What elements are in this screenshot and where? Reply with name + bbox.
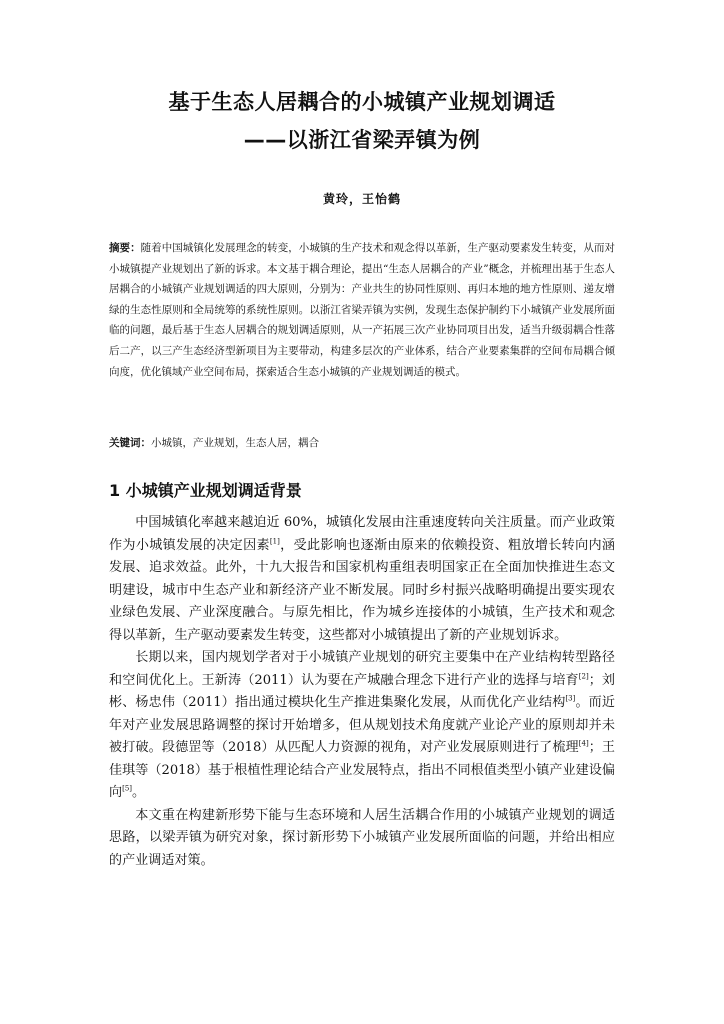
abstract-label: 摘要： — [109, 242, 141, 254]
keywords-text: 小城镇，产业规划，生态人居，耦合 — [151, 437, 319, 449]
citation-5[interactable]: [5] — [122, 784, 133, 793]
paragraph-2-text-c: 。而近年对产业发展思路调整的探讨开始增多，但从规划技术角度就产业论产业的原则却并未被打破。段德罡等（2018）从匹配人力资源的视角，对产业发展原则进行了梳理 — [109, 695, 615, 755]
authors: 黄玲，王怡鹤 — [322, 192, 401, 206]
citation-1[interactable]: [1] — [269, 537, 280, 546]
paper-title: 基于生态人居耦合的小城镇产业规划调适 — [168, 90, 556, 114]
paragraph-3: 本文重在构建新形势下能与生态环境和人居生活耦合作用的小城镇产业规划的调适思路，以梁弄镇为研究对象，探讨新形势下小城镇产业发展所面临的问题，并给出相应的产业调适对策。 — [109, 807, 615, 868]
paragraph-2-text-d: ；王佳琪等（2018）基于根植性理论结合产业发展特点，指出不同根值类型小镇产业建设偏向 — [109, 740, 616, 800]
abstract-text: 随着中国城镇化发展理念的转变，小城镇的生产技术和观念得以革新，生产驱动要素发生转变，从而对小城镇提产业规划出了新的诉求。本文基于耦合理论，提出“生态人居耦合的产业”概念，并梳理出基于生态人居耦合的小城镇产业规划调适的四大原则，分别为：产业共生的协同性原则、再归本地的地方性原则、递友增绿的生态性原则和全局统筹的系统性原则。以浙江省梁弄镇为实例，发现生态保护制约下小城镇产业发展所面临的问题，最后基于生态人居耦合的规划调适原则，从一产拓展三次产业协同项目出发，适当升级弱耦合性落后二产，以三产生态经济型新项目为主要带动，构建多层次的产业体系，结合产业要素集群的空间布局耦合倾向度，优化镇域产业空间布局，探索适合生态小城镇的产业规划调适的模式。 — [109, 242, 616, 378]
paragraph-1 — [109, 512, 615, 647]
keywords — [109, 434, 615, 452]
keywords-label: 关键词： — [109, 437, 151, 449]
citation-3[interactable]: [3] — [565, 694, 576, 703]
abstract — [109, 238, 615, 382]
citation-4[interactable]: [4] — [578, 739, 589, 748]
paragraph-1-text-a: 中国城镇化率越来越迫近 60%，城镇化发展由注重速度转向关注质量。而产业政策作为小城镇发展的决定因素 — [109, 515, 615, 553]
paragraph-2-text-e: 。 — [132, 785, 146, 800]
paper-subtitle: ——以浙江省梁弄镇为例 — [243, 128, 481, 152]
section-body — [109, 512, 615, 872]
paragraph-2-text-a: 长期以来，国内规划学者对于小城镇产业规划的研究主要集中在产业结构转型路径和空间优化上。王新涛（2011）认为要在产城融合理念下进行产业的选择与培育 — [109, 650, 615, 688]
paragraph-2-text-b: ；刘彬、杨忠伟（2011）指出通过模块化生产推进集聚化发展，从而优化产业结构 — [109, 672, 616, 710]
paragraph-1-text-b: ，受此影响也逐渐由原来的依赖投资、粗放增长转向内涵发展、追求效益。此外，十九大报告和国家机构重组表明国家正在全面加快推进生态文明建设，城市中生态产业和新经济产业不断发展。同时乡村振兴战略明确提出要实现农业绿色发展、产业深度融合。与原先相比，作为城乡连接体的小城镇，生产技术和观念得以革新，生产驱动要素发生转变，这些都对小城镇提出了新的产业规划诉求。 — [109, 537, 615, 643]
section-heading: 1 小城镇产业规划调适背景 — [109, 481, 302, 500]
paragraph-2 — [109, 647, 615, 805]
citation-2[interactable]: [2] — [578, 672, 589, 681]
